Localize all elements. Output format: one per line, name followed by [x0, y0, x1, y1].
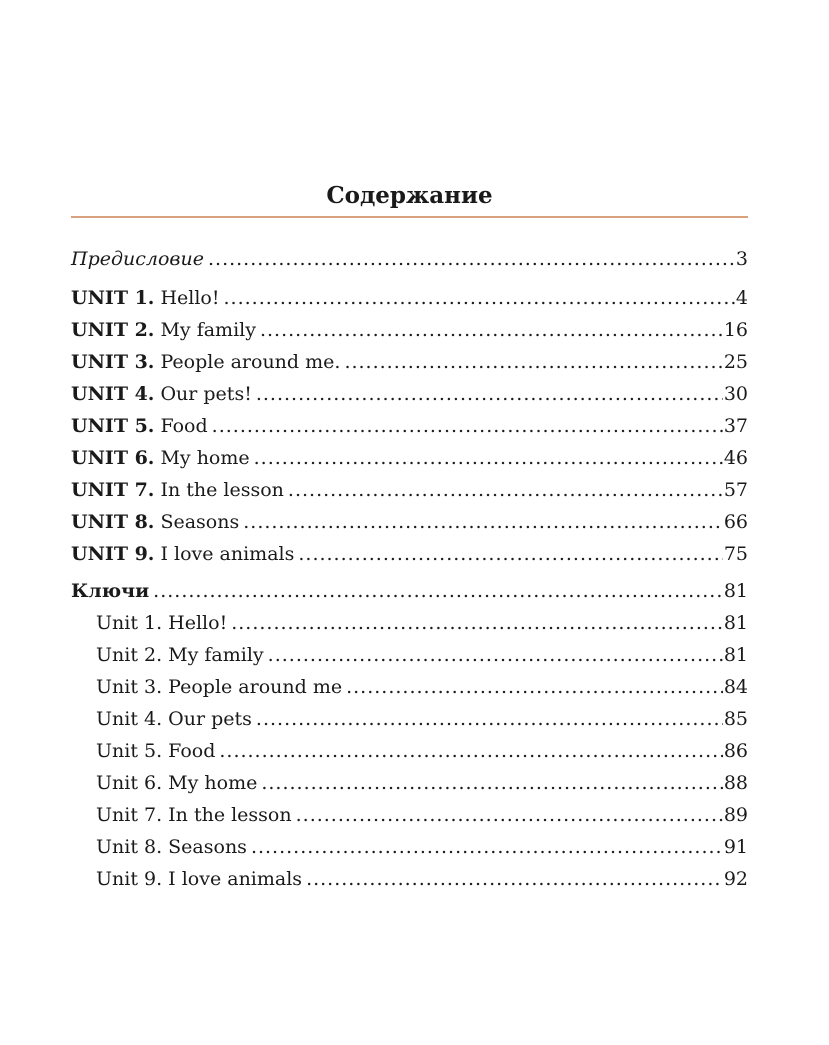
dot-leader — [288, 477, 723, 503]
toc-entry-page: 81 — [723, 580, 748, 602]
dot-leader — [254, 445, 723, 471]
unit-name: People around me. — [154, 351, 341, 373]
dot-leader — [256, 381, 723, 407]
toc-entry-label: Unit 2. My family — [96, 644, 264, 666]
unit-prefix: UNIT 6. — [71, 447, 155, 469]
toc-entry-page: 91 — [723, 836, 748, 858]
toc-entry-unit[interactable] — [71, 445, 748, 471]
toc-entry-unit[interactable] — [71, 349, 748, 375]
toc-entry-label: Unit 6. My home — [96, 772, 258, 794]
dot-leader — [260, 317, 723, 343]
dot-leader — [219, 738, 722, 764]
toc-entry-page: 86 — [723, 740, 748, 762]
toc-entry-unit[interactable] — [71, 509, 748, 535]
toc-entry-page: 30 — [723, 383, 748, 405]
toc-entry-label — [71, 413, 208, 439]
toc-entry-page: 81 — [723, 612, 748, 634]
dot-leader — [251, 834, 723, 860]
dot-leader — [298, 541, 722, 567]
toc-entry-label — [71, 445, 250, 471]
unit-name: Our pets! — [154, 383, 252, 405]
unit-prefix: UNIT 2. — [71, 319, 155, 341]
toc-entry-page: 84 — [723, 676, 748, 698]
toc-entry-page: 88 — [723, 772, 748, 794]
toc-entry-page: 25 — [723, 351, 748, 373]
toc-entry-key-unit[interactable] — [96, 770, 748, 796]
toc-entry-label: Unit 9. I love animals — [96, 868, 303, 890]
toc-entry-page: 46 — [723, 447, 748, 469]
toc-entry-label — [71, 317, 256, 343]
toc-entry-label — [71, 285, 220, 311]
toc-entry-key-unit[interactable] — [96, 642, 748, 668]
toc-entry-label — [71, 381, 252, 407]
dot-leader — [268, 642, 723, 668]
toc-entry-key-unit[interactable] — [96, 738, 748, 764]
toc-entry-unit[interactable] — [71, 381, 748, 407]
toc-entry-label — [71, 509, 239, 535]
dot-leader — [344, 349, 722, 375]
dot-leader — [346, 674, 723, 700]
toc-entry-page: 85 — [723, 708, 748, 730]
unit-name: My home — [154, 447, 250, 469]
dot-leader — [212, 413, 723, 439]
toc-entry-key-unit[interactable] — [96, 610, 748, 636]
toc-entry-page: 57 — [723, 479, 748, 501]
dot-leader — [153, 578, 723, 604]
dot-leader — [208, 246, 735, 272]
toc-entry-page: 75 — [723, 543, 748, 565]
toc-entry-key-unit[interactable] — [96, 802, 748, 828]
dot-leader — [296, 802, 723, 828]
toc-entry-label — [71, 541, 294, 567]
toc-entry-page: 81 — [723, 644, 748, 666]
unit-name: My family — [154, 319, 256, 341]
toc-entry-unit[interactable] — [71, 285, 748, 311]
toc-entry-label: Unit 3. People around me — [96, 676, 343, 698]
unit-name: Seasons — [154, 511, 240, 533]
toc-entry-preface[interactable] — [71, 246, 748, 272]
unit-prefix: UNIT 5. — [71, 415, 155, 437]
title-divider — [71, 216, 748, 218]
unit-prefix: UNIT 7. — [71, 479, 155, 501]
toc-entry-label: Предисловие — [71, 248, 204, 270]
toc-entry-label — [71, 349, 340, 375]
toc-entry-page: 16 — [723, 319, 748, 341]
keys-label: Ключи — [71, 580, 150, 602]
unit-name: I love animals — [154, 543, 295, 565]
dot-leader — [261, 770, 722, 796]
unit-name: Food — [154, 415, 208, 437]
dot-leader — [231, 610, 723, 636]
toc-entry-page: 92 — [723, 868, 748, 890]
page-title: Содержание — [326, 182, 493, 209]
unit-prefix: UNIT 8. — [71, 511, 155, 533]
toc-entry-label: Unit 8. Seasons — [96, 836, 247, 858]
unit-prefix: UNIT 1. — [71, 287, 155, 309]
unit-prefix: UNIT 3. — [71, 351, 155, 373]
toc-entry-keys[interactable] — [71, 578, 748, 604]
toc-entry-page: 89 — [723, 804, 748, 826]
toc-entry-page: 4 — [735, 287, 748, 309]
toc-entry-key-unit[interactable] — [96, 706, 748, 732]
toc-entry-label — [71, 477, 284, 503]
toc-entry-page: 37 — [723, 415, 748, 437]
toc-entry-label: Unit 4. Our pets — [96, 708, 252, 730]
toc-entry-unit[interactable] — [71, 477, 748, 503]
toc-entry-unit[interactable] — [71, 541, 748, 567]
dot-leader — [256, 706, 723, 732]
toc-entry-label: Unit 7. In the lesson — [96, 804, 292, 826]
unit-prefix: UNIT 9. — [71, 543, 155, 565]
toc-entry-page: 66 — [723, 511, 748, 533]
dot-leader — [224, 285, 735, 311]
dot-leader — [243, 509, 723, 535]
toc-entry-label: Unit 5. Food — [96, 740, 216, 762]
unit-name: Hello! — [154, 287, 220, 309]
toc-entry-page: 3 — [735, 248, 748, 270]
toc-entry-key-unit[interactable] — [96, 674, 748, 700]
toc-entry-unit[interactable] — [71, 413, 748, 439]
toc-entry-unit[interactable] — [71, 317, 748, 343]
toc-entry-label — [71, 578, 149, 604]
toc-entry-key-unit[interactable] — [96, 834, 748, 860]
unit-name: In the lesson — [154, 479, 284, 501]
toc-entry-label: Unit 1. Hello! — [96, 612, 228, 634]
dot-leader — [306, 866, 723, 892]
toc-entry-key-unit[interactable] — [96, 866, 748, 892]
unit-prefix: UNIT 4. — [71, 383, 155, 405]
